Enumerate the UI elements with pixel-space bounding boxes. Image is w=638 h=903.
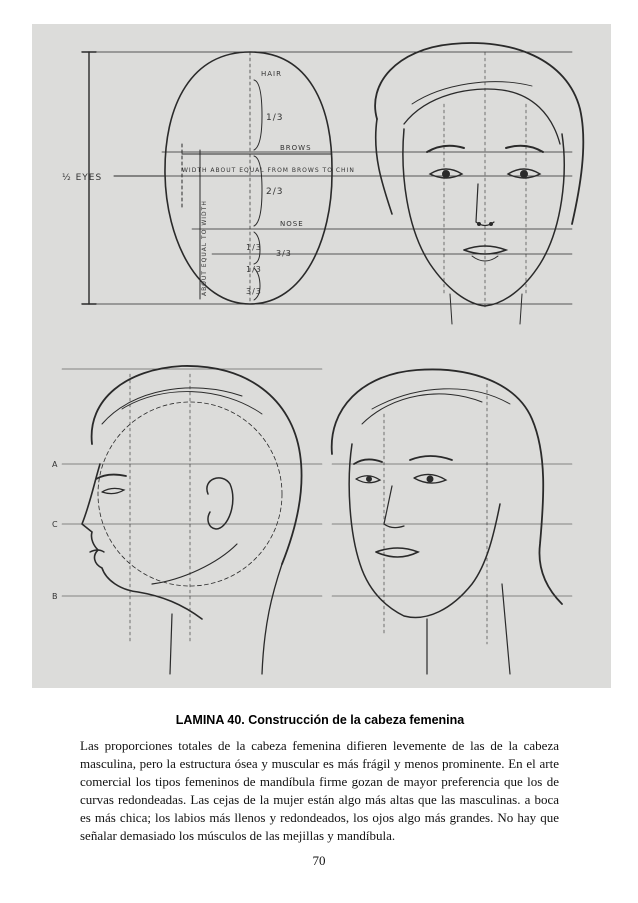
marker-a: A	[52, 460, 59, 469]
label-brows: BROWS	[280, 144, 312, 152]
label-third-5: 1/3	[246, 265, 262, 274]
label-third-6: 3/3	[246, 287, 262, 296]
marker-b: B	[52, 592, 59, 601]
label-third-4: 3/3	[276, 249, 292, 258]
illustration-plate	[32, 24, 611, 688]
label-third-2: 2/3	[266, 187, 284, 197]
page-number: 70	[312, 853, 326, 868]
label-eyes: ½ EYES	[62, 173, 103, 183]
label-width: WIDTH ABOUT EQUAL FROM BROWS TO CHIN	[182, 167, 355, 174]
body-paragraph: Las proporciones totales de la cabeza femenina difieren levemente de las de la cabeza masculina, pero la estructura ósea y muscular es más frágil y menos prominente. En el arte comercial los tipos femeninos de mandíbula firme gozan de mayor preferencia que los de curvas redondeadas. Las cejas de la mujer están algo más altas que las masculinas. a boca es más chica; los labios más llenos y redondeados, los ojos algo más grandes. No hay que señalar demasiado los músculos de las mejillas y mandíbula.	[80, 738, 559, 843]
label-hair: HAIR	[261, 70, 282, 78]
label-nose: NOSE	[280, 220, 304, 228]
head-construction-drawing	[32, 24, 611, 688]
profile-face-drawing	[62, 366, 322, 674]
three-quarter-face-drawing	[332, 369, 572, 674]
label-length: ABOUT EQUAL TO WIDTH	[201, 200, 208, 296]
marker-c: C	[52, 520, 59, 529]
front-face-drawing	[375, 43, 583, 324]
label-third-1: 1/3	[266, 113, 284, 123]
plate-caption: LAMINA 40. Construcción de la cabeza femenina	[175, 713, 465, 727]
label-third-3: 1/3	[246, 243, 262, 252]
